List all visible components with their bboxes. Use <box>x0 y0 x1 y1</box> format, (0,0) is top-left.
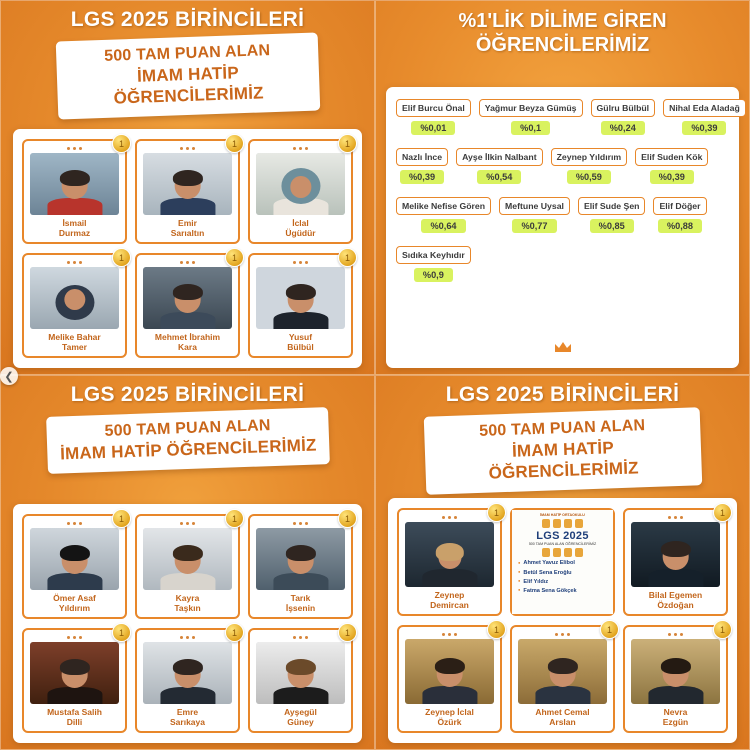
medal-icon: 1 <box>338 134 357 153</box>
poster-name: ● Elif Yıldız <box>518 578 611 587</box>
student-name: Ahmet Cemal Arslan <box>535 706 590 727</box>
student-name: Mehmet İbrahim Kara <box>154 331 221 352</box>
card-dots <box>668 514 683 522</box>
percentile-entry <box>591 99 656 135</box>
medal-icon: 1 <box>713 503 732 522</box>
student-name: Ömer Asaf Yıldırım <box>53 592 96 613</box>
card-dots <box>180 520 195 528</box>
poster-name-list <box>514 559 611 596</box>
student-photo <box>143 528 232 590</box>
medal-icon: 1 <box>112 623 131 642</box>
poster-name: ● Betül Sena Eroğlu <box>518 569 611 578</box>
medal-icon: 1 <box>225 134 244 153</box>
student-card[interactable] <box>248 253 353 358</box>
student-photo <box>256 528 345 590</box>
student-name: Yusuf Bülbül <box>287 331 314 352</box>
percentile-entry <box>499 197 570 233</box>
student-photo <box>405 639 494 704</box>
student-name: Ayşegül Güney <box>284 706 317 727</box>
poster-subtitle: 500 TAM PUAN ALAN ÖĞRENCİLERİMİZ <box>528 542 597 547</box>
student-photo <box>631 639 720 704</box>
card-dots <box>555 631 570 639</box>
student-card[interactable] <box>510 625 615 733</box>
student-name: Elif Döğer <box>653 197 706 215</box>
student-name: Nazlı İnce <box>396 148 448 166</box>
student-name: Mustafa Salih Dilli <box>47 706 102 727</box>
student-name: Zeynep Yıldırım <box>551 148 628 166</box>
student-name: Nihal Eda Aladağ <box>663 99 746 117</box>
panel3-ribbon-line2: İMAM HATİP ÖĞRENCİLERİMİZ <box>59 435 317 464</box>
percentile-entry <box>635 148 708 184</box>
student-card[interactable] <box>623 508 728 616</box>
student-card[interactable] <box>22 139 127 244</box>
panel1-student-board <box>13 129 362 368</box>
percentile-row <box>396 197 729 233</box>
percentile-entry <box>479 99 583 135</box>
medal-icon: 1 <box>487 503 506 522</box>
percentile-badge: %0,01 <box>411 121 455 135</box>
panel-lgs-birincileri-2[interactable] <box>0 375 375 750</box>
card-dots <box>668 631 683 639</box>
carousel-prev-button[interactable] <box>0 367 18 385</box>
student-card[interactable] <box>22 514 127 619</box>
card-dots <box>67 259 82 267</box>
panel3-student-board <box>13 504 362 743</box>
medal-icon: 1 <box>338 623 357 642</box>
student-photo <box>256 642 345 704</box>
student-name: Ayşe İlkin Nalbant <box>456 148 543 166</box>
student-card[interactable] <box>248 628 353 733</box>
student-name: Tarık İşsenin <box>285 592 316 613</box>
panel2-title-line2: ÖĞRENCİLERİMİZ <box>475 34 650 56</box>
student-card[interactable] <box>135 514 240 619</box>
student-name: Elif Burcu Önal <box>396 99 471 117</box>
student-photo <box>631 522 720 587</box>
percentile-badge: %0,24 <box>601 121 645 135</box>
percentile-badge: %0,59 <box>567 170 611 184</box>
percentile-badge: %0,88 <box>658 219 702 233</box>
student-card[interactable] <box>397 625 502 733</box>
percentile-badge: %0,39 <box>400 170 444 184</box>
panel-lgs-birincileri-3[interactable] <box>375 375 750 750</box>
student-photo <box>30 528 119 590</box>
percentile-entry <box>663 99 746 135</box>
panel-percentile[interactable] <box>375 0 750 375</box>
crown-logo-icon <box>553 339 573 360</box>
student-photo <box>143 642 232 704</box>
card-dots <box>180 634 195 642</box>
card-dots <box>67 520 82 528</box>
panel4-title: LGS 2025 BİRİNCİLERİ <box>445 383 680 406</box>
student-name: Gülru Bülbül <box>591 99 656 117</box>
percentile-row <box>396 148 729 184</box>
student-name: Zeynep Demircan <box>430 589 469 610</box>
percentile-entry <box>396 148 448 184</box>
panel3-ribbon-line1: 500 TAM PUAN ALAN <box>103 417 271 440</box>
percentile-badge: %0,9 <box>414 268 453 282</box>
student-card[interactable] <box>248 139 353 244</box>
medal-icon: 1 <box>487 620 506 639</box>
card-dots <box>67 145 82 153</box>
percentile-badge: %0,54 <box>477 170 521 184</box>
student-card[interactable] <box>135 139 240 244</box>
panel1-ribbon-line2: İMAM HATİP ÖĞRENCİLERİMİZ <box>112 63 264 108</box>
percentile-entry <box>551 148 628 184</box>
percentile-badge: %0,39 <box>650 170 694 184</box>
medal-icon: 1 <box>225 509 244 528</box>
student-card[interactable] <box>397 508 502 616</box>
student-name: Nevra Ezgün <box>662 706 689 727</box>
student-name: İsmail Durmaz <box>58 217 91 238</box>
percentile-entry <box>456 148 543 184</box>
percentile-row <box>396 99 740 135</box>
poster-icons <box>542 519 583 528</box>
percentile-entry <box>653 197 706 233</box>
percentile-board <box>386 87 739 368</box>
card-dots <box>293 259 308 267</box>
student-name: Elif Suden Kök <box>635 148 708 166</box>
percentile-badge: %0,77 <box>512 219 556 233</box>
student-name: Melike Bahar Tamer <box>48 331 101 352</box>
percentile-row <box>396 246 729 282</box>
card-dots <box>442 631 457 639</box>
student-photo <box>143 153 232 215</box>
student-photo <box>30 153 119 215</box>
card-dots <box>180 259 195 267</box>
card-dots <box>180 145 195 153</box>
chevron-left-icon: ❮ <box>4 370 14 383</box>
medal-icon: 1 <box>112 248 131 267</box>
panel1-ribbon-line1: 500 TAM PUAN ALAN <box>103 42 271 65</box>
panel4-ribbon <box>423 407 702 495</box>
poster-logo: LGS 2025 <box>536 530 589 543</box>
student-card[interactable] <box>22 253 127 358</box>
percentile-entry <box>578 197 646 233</box>
percentile-badge: %0,1 <box>511 121 550 135</box>
card-dots <box>442 514 457 522</box>
student-photo <box>143 267 232 329</box>
poster-name: ● Ahmet Yavuz Elibol <box>518 559 611 568</box>
card-dots <box>293 634 308 642</box>
percentile-badge: %0,39 <box>682 121 726 135</box>
student-photo <box>256 267 345 329</box>
panel4-ribbon-line1: 500 TAM PUAN ALAN <box>478 417 646 440</box>
panel1-title: LGS 2025 BİRİNCİLERİ <box>70 8 305 31</box>
panel4-ribbon-line2: İMAM HATİP ÖĞRENCİLERİMİZ <box>487 438 639 483</box>
student-card[interactable] <box>135 628 240 733</box>
student-name: Melike Nefise Gören <box>396 197 491 215</box>
poster-card[interactable] <box>510 508 615 616</box>
panel-lgs-birincileri-1[interactable] <box>0 0 375 375</box>
percentile-entry <box>396 246 471 282</box>
panel2-title <box>376 1 749 57</box>
student-card[interactable] <box>135 253 240 358</box>
student-name: İclal Ügüdür <box>285 217 316 238</box>
panel4-student-board <box>388 498 737 743</box>
student-card[interactable] <box>623 625 728 733</box>
student-name: Yağmur Beyza Gümüş <box>479 99 583 117</box>
card-dots <box>293 145 308 153</box>
panel2-title-line1: %1'LİK DİLİME GİREN <box>458 10 667 32</box>
percentile-badge: %0,64 <box>421 219 465 233</box>
panel3-title: LGS 2025 BİRİNCİLERİ <box>70 383 305 406</box>
student-card[interactable] <box>22 628 127 733</box>
poster-graphic <box>512 510 613 614</box>
crown-icon <box>553 339 573 355</box>
medal-icon: 1 <box>112 509 131 528</box>
student-photo <box>405 522 494 587</box>
card-dots <box>293 520 308 528</box>
medal-icon: 1 <box>713 620 732 639</box>
medal-icon: 1 <box>112 134 131 153</box>
student-name: Sıdıka Keyhıdır <box>396 246 471 264</box>
panel1-ribbon <box>55 32 320 119</box>
student-name: Emre Sarıkaya <box>170 706 205 727</box>
student-name: Elif Sude Şen <box>578 197 646 215</box>
medal-icon: 1 <box>225 623 244 642</box>
student-photo <box>30 642 119 704</box>
medal-icon: 1 <box>225 248 244 267</box>
percentile-entry <box>396 99 471 135</box>
panel3-ribbon <box>46 407 330 474</box>
poster-icons-2 <box>542 548 583 557</box>
student-photo <box>518 639 607 704</box>
student-card[interactable] <box>248 514 353 619</box>
student-name: Meftune Uysal <box>499 197 570 215</box>
student-name: Emir Sarıaltın <box>170 217 205 238</box>
medal-icon: 1 <box>338 509 357 528</box>
student-name: Kayra Taşkın <box>174 592 201 613</box>
percentile-badge: %0,85 <box>590 219 634 233</box>
medal-icon: 1 <box>338 248 357 267</box>
medal-icon: 1 <box>600 620 619 639</box>
poster-name: ● Fatma Sena Gökçek <box>518 587 611 596</box>
percentile-entry <box>396 197 491 233</box>
student-name: Zeynep İclal Özürk <box>425 706 474 727</box>
student-name: Bilal Egemen Özdoğan <box>648 589 703 610</box>
student-photo <box>30 267 119 329</box>
student-photo <box>256 153 345 215</box>
poster-top-text: İMAM HATİP ORTAOKULU <box>540 513 585 517</box>
card-dots <box>67 634 82 642</box>
